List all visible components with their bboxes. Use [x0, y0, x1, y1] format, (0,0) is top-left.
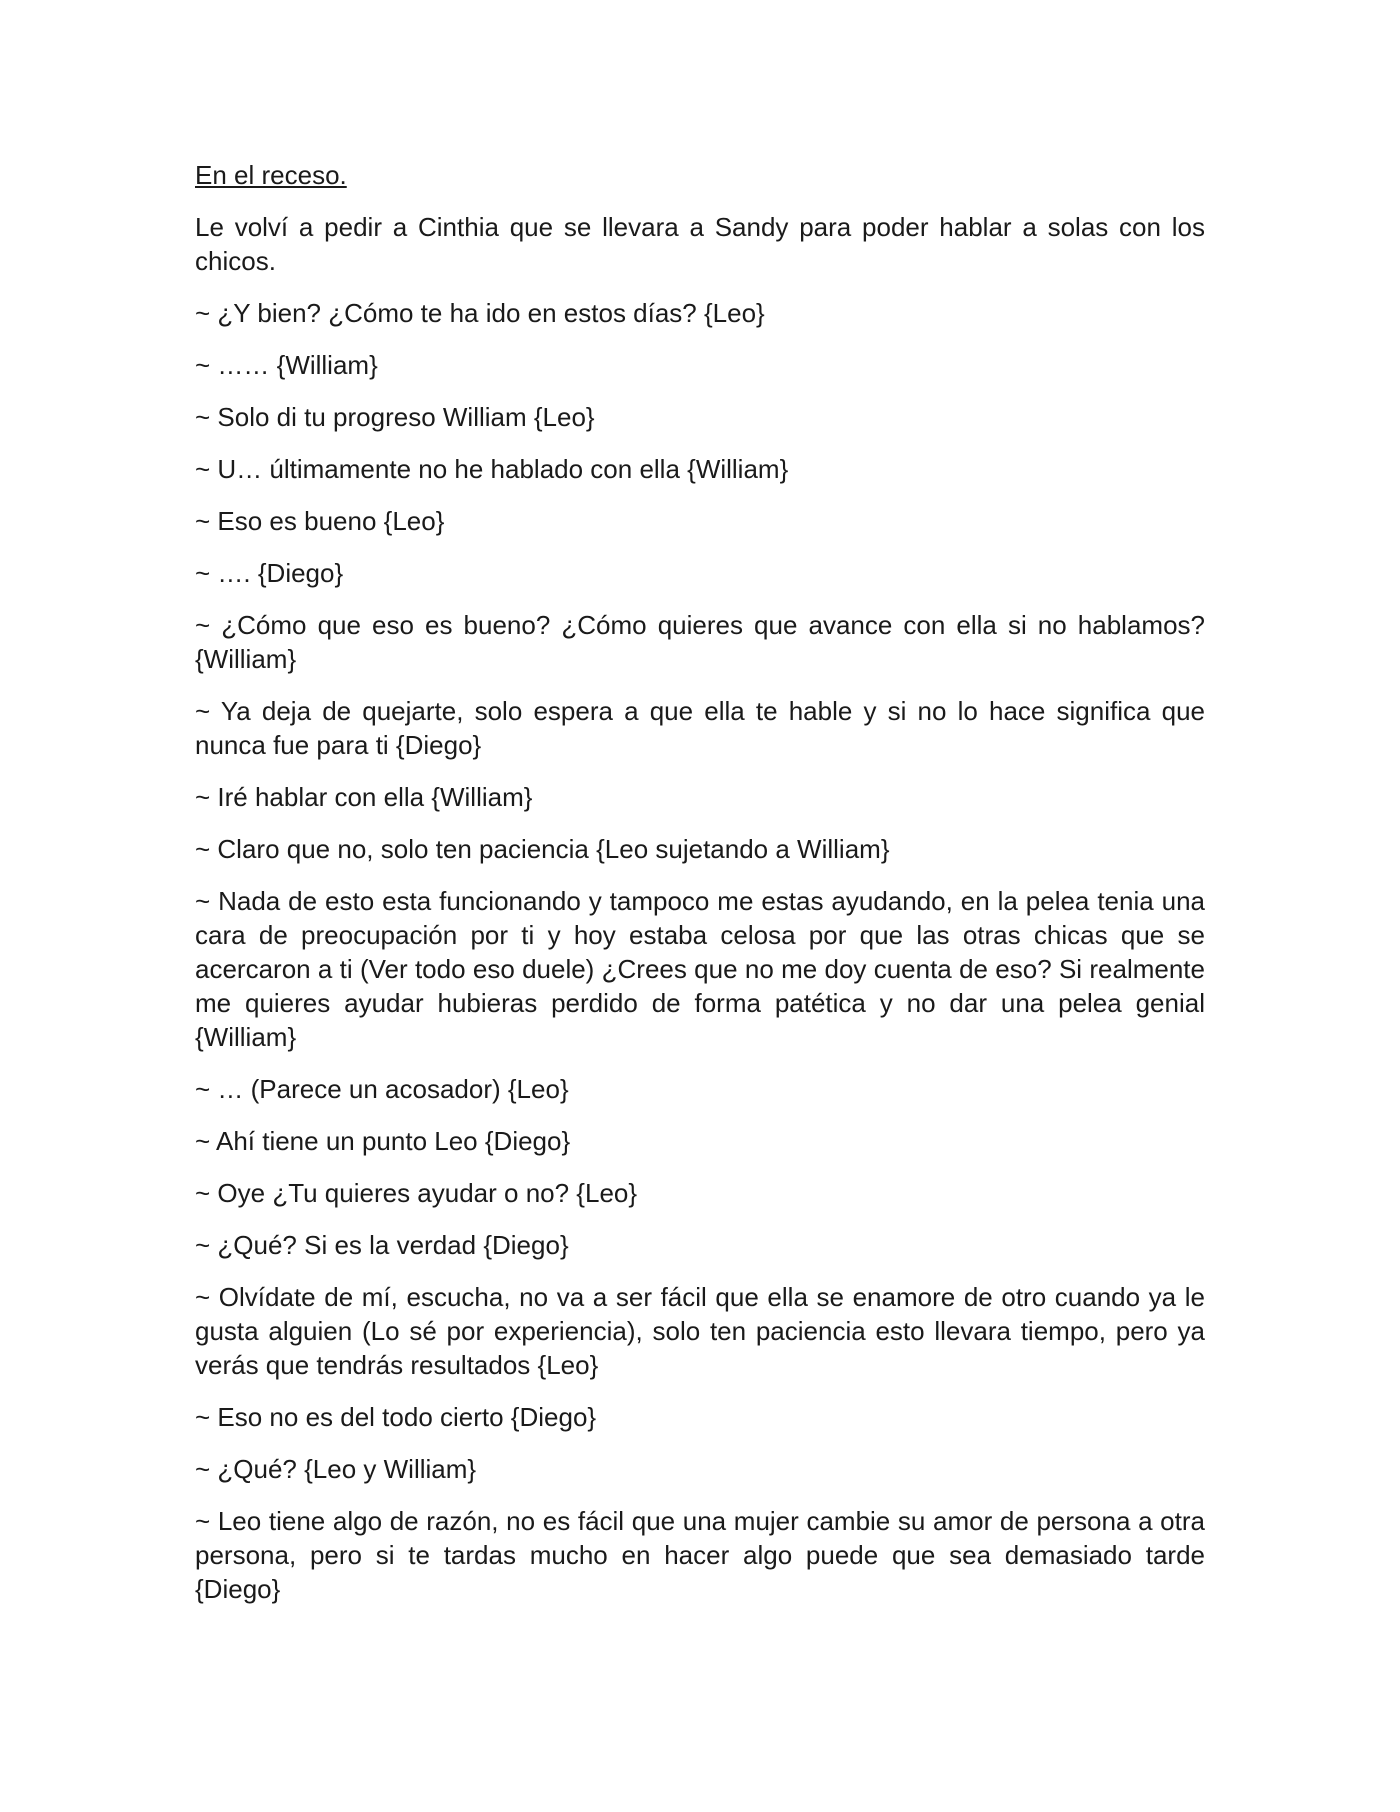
dialogue-line: ~ Oye ¿Tu quieres ayudar o no? {Leo} [195, 1178, 638, 1208]
dialogue-line: ~ Ahí tiene un punto Leo {Diego} [195, 1126, 571, 1156]
dialogue-line: ~ ¿Y bien? ¿Cómo te ha ido en estos días? {Leo} [195, 298, 765, 328]
dialogue-line: ~ Eso es bueno {Leo} [195, 506, 445, 536]
dialogue-line: ~ Solo di tu progreso William {Leo} [195, 402, 595, 432]
dialogue-line: ~ …. {Diego} [195, 558, 344, 588]
dialogue-line: ~ Olvídate de mí, escucha, no va a ser fácil que ella se enamore de otro cuando ya le gusta alguien (Lo sé por experiencia), solo ten paciencia esto llevara tiempo, pero ya verás que tendrás resultados {Leo} [195, 1282, 1205, 1380]
dialogue-line: ~ U… últimamente no he hablado con ella {William} [195, 454, 789, 484]
dialogue-line: ~ … (Parece un acosador) {Leo} [195, 1074, 569, 1104]
dialogue-line: ~ ¿Cómo que eso es bueno? ¿Cómo quieres que avance con ella si no hablamos? {William} [195, 610, 1205, 674]
document-page [195, 158, 1205, 1624]
dialogue-line: ~ ¿Qué? Si es la verdad {Diego} [195, 1230, 569, 1260]
dialogue-line: ~ …… {William} [195, 350, 378, 380]
dialogue-line: ~ Nada de esto esta funcionando y tampoco me estas ayudando, en la pelea tenia una cara de preocupación por ti y hoy estaba celosa por que las otras chicas que se acercaron a ti (Ver todo eso duele) ¿Crees que no me doy cuenta de eso? Si realmente me quieres ayudar hubieras perdido de forma patética y no dar una pelea genial {William} [195, 886, 1205, 1052]
dialogue-line: ~ Claro que no, solo ten paciencia {Leo sujetando a William} [195, 834, 890, 864]
dialogue-line: ~ Eso no es del todo cierto {Diego} [195, 1402, 597, 1432]
section-heading: En el receso. [195, 160, 347, 190]
dialogue-line: ~ Iré hablar con ella {William} [195, 782, 533, 812]
dialogue-line: ~ ¿Qué? {Leo y William} [195, 1454, 477, 1484]
dialogue-line: ~ Ya deja de quejarte, solo espera a que ella te hable y si no lo hace significa que nunca fue para ti {Diego} [195, 696, 1205, 760]
dialogue-line: ~ Leo tiene algo de razón, no es fácil que una mujer cambie su amor de persona a otra persona, pero si te tardas mucho en hacer algo puede que sea demasiado tarde {Diego} [195, 1506, 1205, 1604]
narration-paragraph: Le volví a pedir a Cinthia que se llevara a Sandy para poder hablar a solas con los chicos. [195, 212, 1205, 276]
